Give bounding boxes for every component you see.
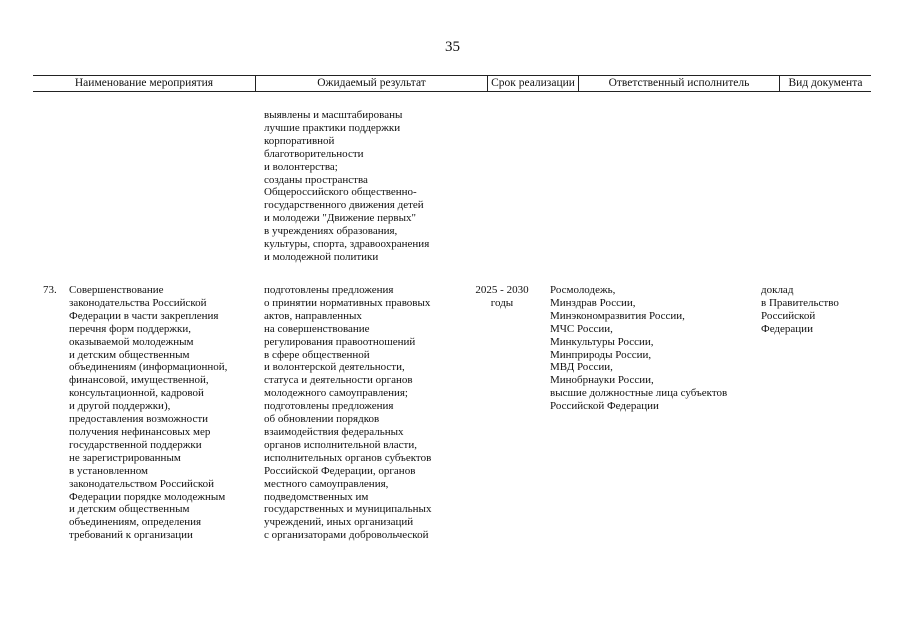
table-header-row [33, 75, 871, 92]
activity-name-cell: Совершенствование законодательства Российской Федерации в части закрепления перечня форм поддержки, оказываемой молодежным и детским общественным объединениям (информационной, финансовой, имущественной, консультационной, кадровой и другой поддержки), предоставления возможности получения нефинансовых мер государственной поддержки не зарегистрированным в установленном законодательством Российской Федерации порядке молодежным и детским общественным объединениям, определения требований к организации [69, 284, 228, 542]
document-type-cell: доклад в Правительство Российской Федерации [761, 284, 839, 335]
expected-result-cell: подготовлены предложения о принятии нормативных правовых актов, направленных на совершенствование регулирования правоотношений в сфере общественной и волонтерской деятельности, статуса и деятельности органов молодежного самоуправления; подготовлены предложения об обновлении порядков взаимодействия федеральных органов исполнительной власти, исполнительных органов субъектов Российской Федерации, органов местного самоуправления, подведомственных им государственных и муниципальных учреждений, иных организаций с организаторами добровольческой [264, 284, 432, 542]
responsible-executor-cell: Росмолодежь, Минздрав России, Минэкономразвития России, МЧС России, Минкультуры России, Минприроды России, МВД России, Минобрнауки России, высшие должностные лица субъектов Российской Федерации [550, 284, 728, 413]
implementation-period-cell: 2025 - 2030 годы [475, 284, 529, 309]
column-header-expected-result: Ожидаемый результат [255, 76, 487, 91]
row-number-cell: 73. [43, 284, 57, 296]
column-header-responsible-executor: Ответственный исполнитель [578, 76, 779, 91]
continued-expected-result-cell: выявлены и масштабированы лучшие практики поддержки корпоративной благотворительности и волонтерства; созданы пространства Общероссийского общественно- государственного движения детей и молодежи "Движение первых" в учреждениях образования, культуры, спорта, здравоохранения и молодежной политики [264, 109, 430, 263]
page-number: 35 [445, 39, 460, 55]
column-header-activity-name: Наименование мероприятия [74, 77, 214, 89]
column-header-document-type: Вид документа [779, 76, 871, 91]
column-header-implementation-period: Срок реализации [487, 76, 578, 91]
